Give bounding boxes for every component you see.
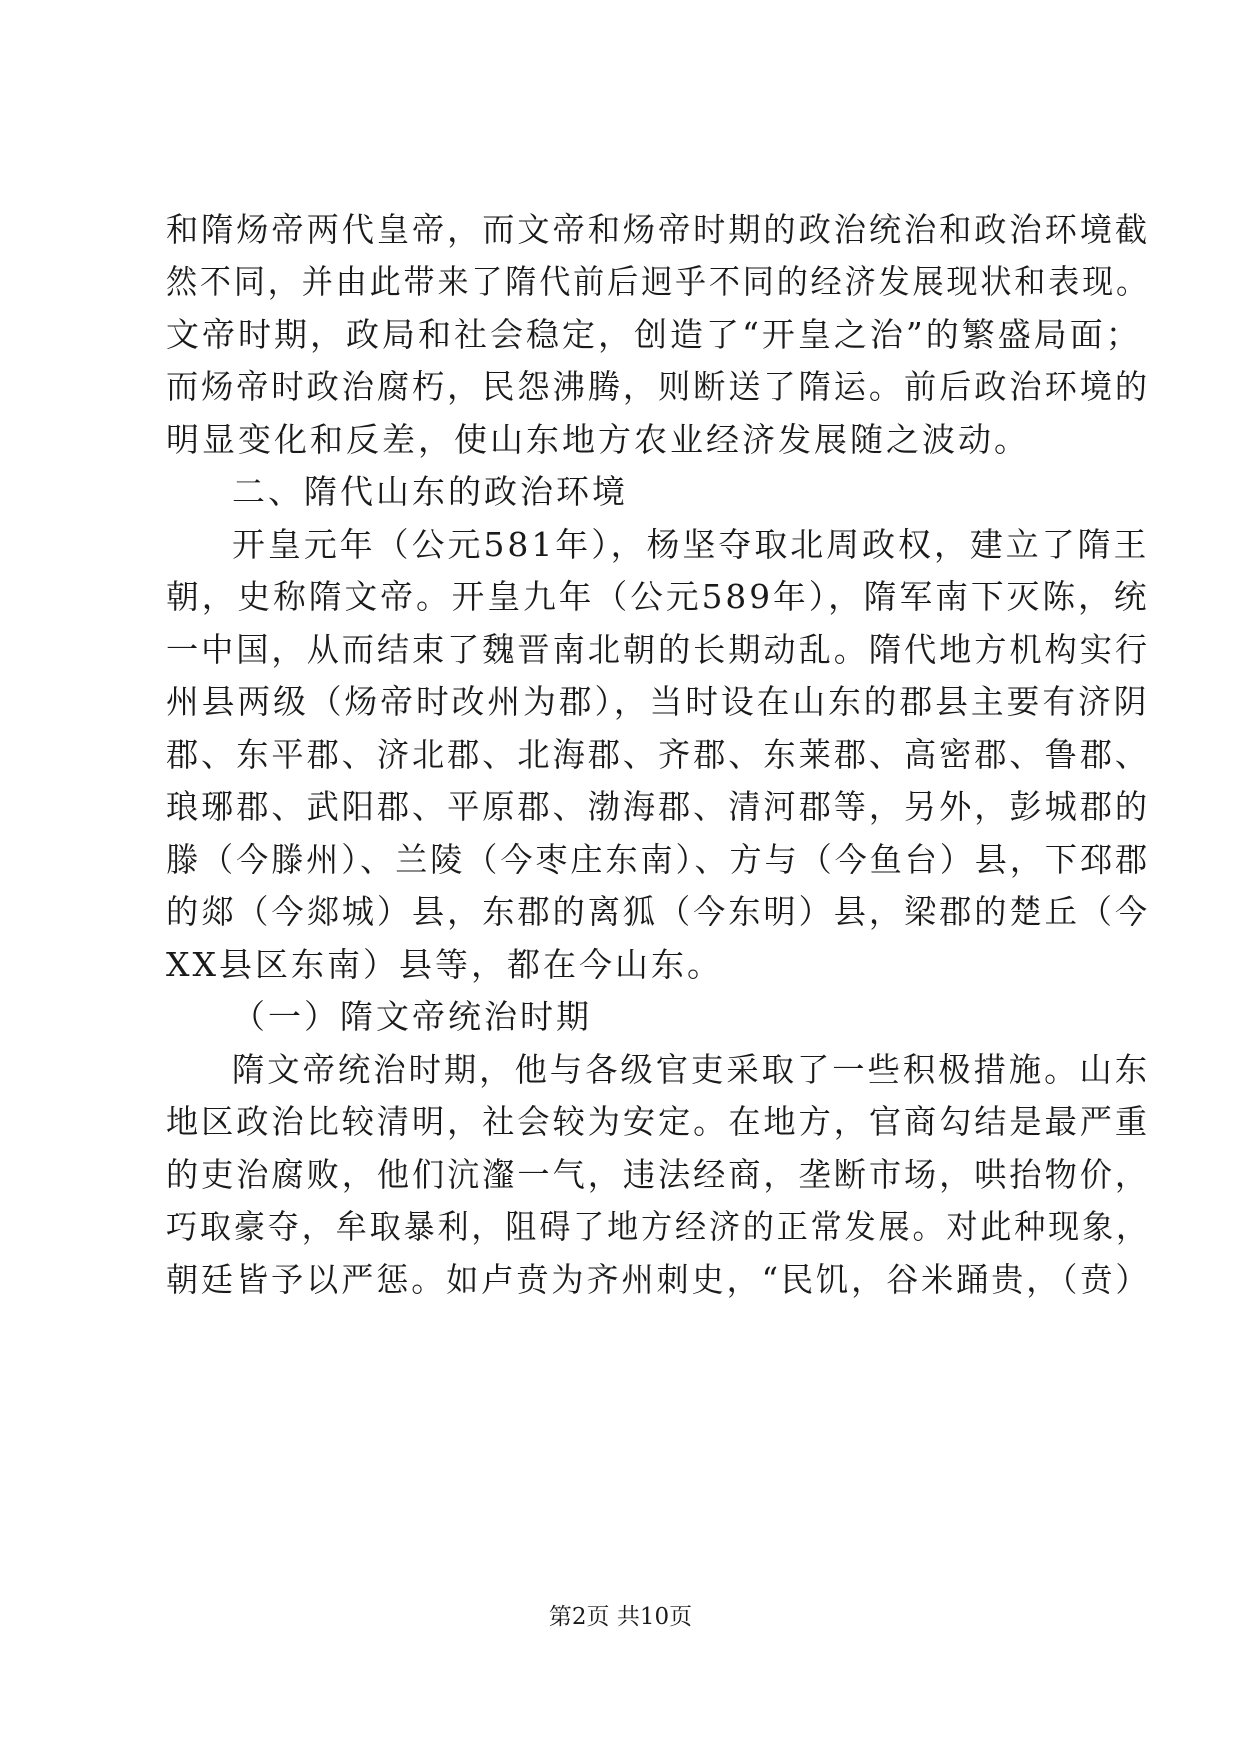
body-text-line: 明显变化和反差，使山东地方农业经济发展随之波动。 xyxy=(166,420,1030,459)
body-text-line: 朝廷皆予以严惩。如卢贲为齐州刺史，“民饥，谷米踊贵，（贲） xyxy=(166,1260,1151,1299)
body-text-line: 滕（今滕州）、兰陵（今枣庄东南）、方与（今鱼台）县，下邳郡 xyxy=(166,840,1151,879)
body-text-line: 开皇元年（公元581年），杨坚夺取北周政权，建立了隋王 xyxy=(232,525,1150,564)
body-text-line: 然不同，并由此带来了隋代前后迥乎不同的经济发展现状和表现。 xyxy=(166,262,1150,301)
body-text-line: 隋文帝统治时期，他与各级官吏采取了一些积极措施。山东 xyxy=(232,1050,1151,1089)
body-text-line: 地区政治比较清明，社会较为安定。在地方，官商勾结是最严重 xyxy=(166,1102,1151,1141)
body-text-line: 的郯（今郯城）县，东郡的离狐（今东明）县，梁郡的楚丘（今 xyxy=(166,892,1151,931)
body-text-line: 而炀帝时政治腐朽，民怨沸腾，则断送了隋运。前后政治环境的 xyxy=(166,367,1151,406)
body-text-line: XX县区东南）县等，都在今山东。 xyxy=(166,945,723,984)
body-text-line: 的吏治腐败，他们沆瀣一气，违法经商，垄断市场，哄抬物价， xyxy=(166,1155,1151,1194)
body-text-line: 文帝时期，政局和社会稳定，创造了“开皇之治”的繁盛局面； xyxy=(166,315,1142,354)
subsection-heading: （一）隋文帝统治时期 xyxy=(232,997,592,1036)
section-heading: 二、隋代山东的政治环境 xyxy=(232,472,628,511)
page-number-footer: 第2页 共10页 xyxy=(548,1604,693,1630)
body-text-line: 朝，史称隋文帝。开皇九年（公元589年），隋军南下灭陈，统 xyxy=(166,577,1150,616)
body-text-line: 一中国，从而结束了魏晋南北朝的长期动乱。隋代地方机构实行 xyxy=(166,630,1151,669)
body-text-line: 郡、东平郡、济北郡、北海郡、齐郡、东莱郡、高密郡、鲁郡、 xyxy=(166,735,1151,774)
body-text-line: 和隋炀帝两代皇帝，而文帝和炀帝时期的政治统治和政治环境截 xyxy=(166,210,1151,249)
body-text-line: 琅琊郡、武阳郡、平原郡、渤海郡、清河郡等，另外，彭城郡的 xyxy=(166,787,1151,826)
body-text-line: 州县两级（炀帝时改州为郡），当时设在山东的郡县主要有济阴 xyxy=(166,682,1150,721)
body-text-line: 巧取豪夺，牟取暴利，阻碍了地方经济的正常发展。对此种现象， xyxy=(166,1207,1150,1246)
